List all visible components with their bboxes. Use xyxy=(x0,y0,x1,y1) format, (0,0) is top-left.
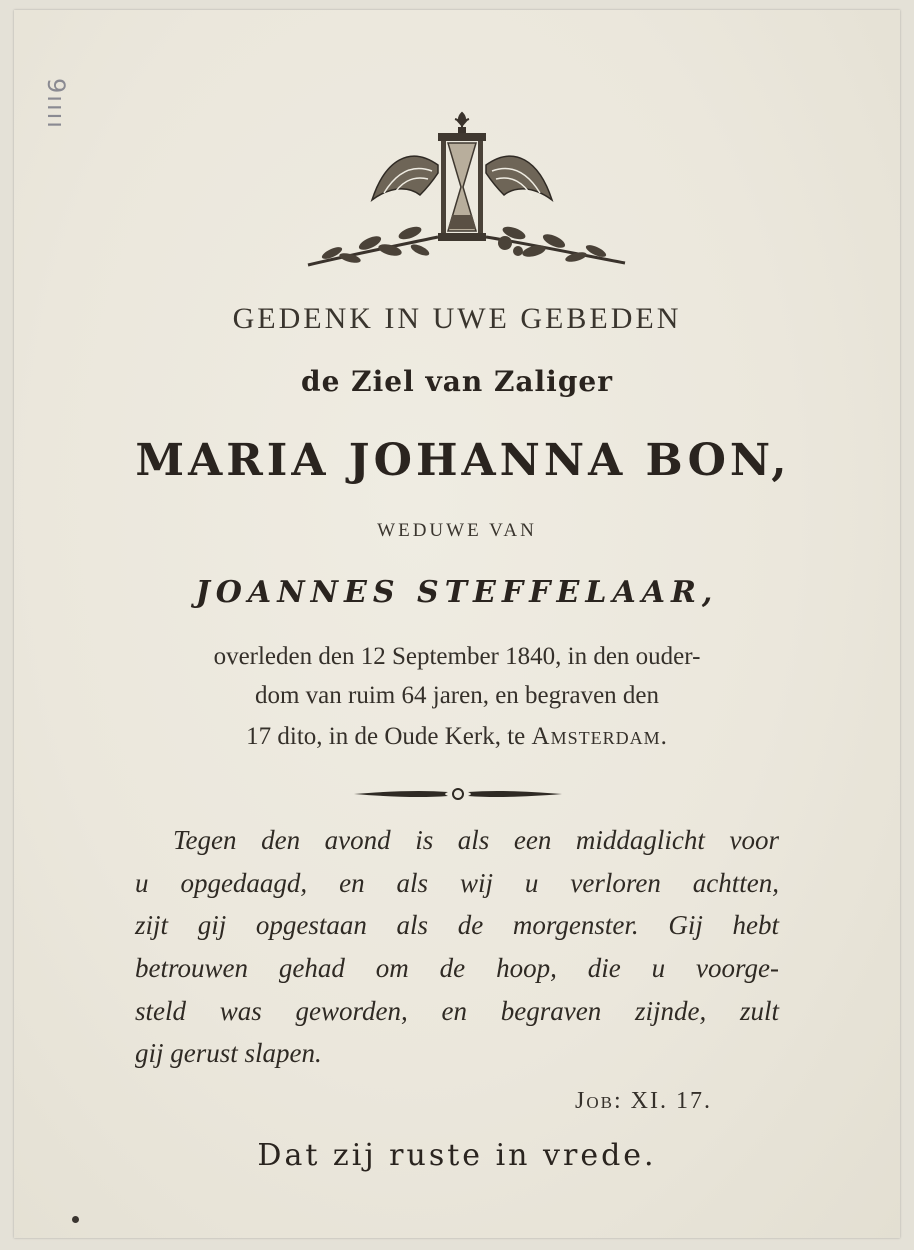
ornamental-divider-icon xyxy=(352,786,564,802)
death-details-line-2: dom van ruim 64 jaren, en begraven den xyxy=(254,682,660,709)
death-details-line-1: overleden den 12 September 1840, in den ouder- xyxy=(213,643,701,670)
closing-blessing: Dat zij ruste in vrede. xyxy=(257,1138,657,1173)
verse-line-2: u opgedaagd, en als wij u verloren achtten, xyxy=(135,868,779,898)
memorial-heading: GEDENK IN UWE GEBEDEN xyxy=(232,302,682,335)
ink-dot xyxy=(72,1216,79,1223)
winged-hourglass-icon xyxy=(300,105,630,280)
burial-city: Amsterdam. xyxy=(531,723,668,750)
widow-of-label: WEDUWE VAN xyxy=(377,520,537,541)
verse-line-1: Tegen den avond is als een middaglicht voor xyxy=(173,825,779,855)
verse-line-6: gij gerust slapen. xyxy=(135,1038,322,1068)
burial-place-text: 17 dito, in de Oude Kerk, te xyxy=(246,723,532,750)
verse-line-3: zijt gij opgestaan als de morgenster. Gij hebt xyxy=(135,910,779,940)
archive-mark: 9ıııı xyxy=(42,78,70,130)
death-details-line-3 xyxy=(0,723,914,751)
husband-name: JOANNES STEFFELAAR, xyxy=(195,575,719,610)
verse-line-5: steld was geworden, en begraven zijnde, zult xyxy=(135,996,779,1026)
verse-reference: Job: XI. 17. xyxy=(575,1088,712,1114)
soul-line: de Ziel van Zaliger xyxy=(301,365,613,398)
verse-line-4: betrouwen gehad om de hoop, die u voorge- xyxy=(135,953,779,983)
deceased-name: MARIA JOHANNA BON, xyxy=(135,435,791,486)
